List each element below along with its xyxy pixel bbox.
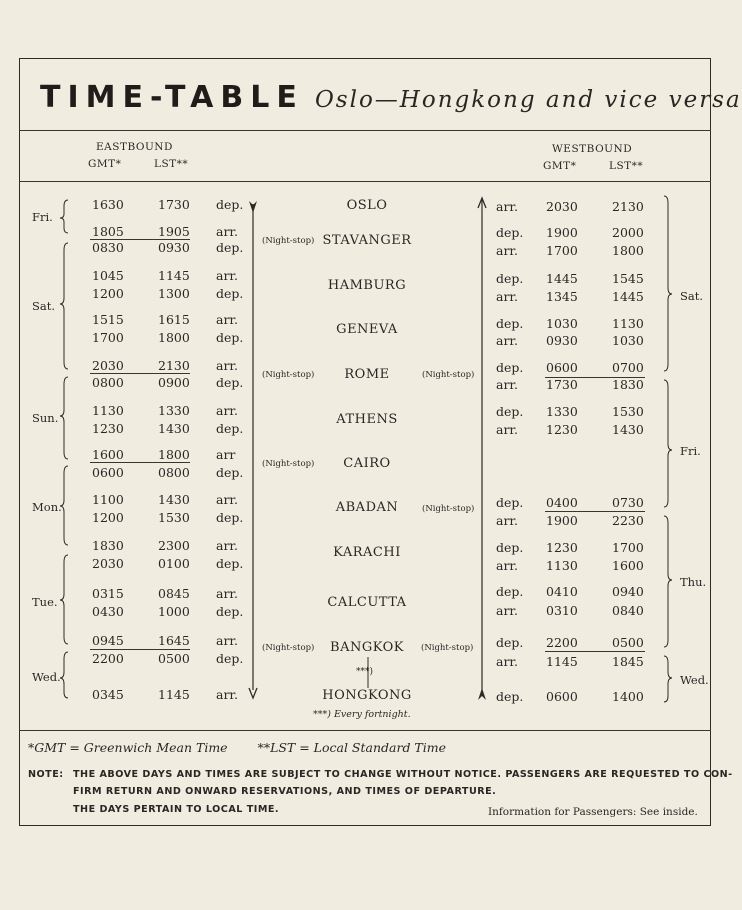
east-gmt-time: 1200 xyxy=(92,510,124,525)
west-arr-dep: arr. xyxy=(496,422,519,437)
city-name: KARACHI xyxy=(333,545,401,560)
east-gmt-time: 1515 xyxy=(92,312,124,327)
day-label-east: Sun. xyxy=(32,411,59,425)
east-lst-time: 1000 xyxy=(158,604,190,619)
west-arr-dep: arr. xyxy=(496,654,519,669)
westbound-arrow-tail-icon xyxy=(478,688,486,700)
west-lst-time: 1800 xyxy=(612,243,644,258)
east-lst-time: 0930 xyxy=(158,240,190,255)
city-name: GENEVA xyxy=(336,322,398,337)
east-gmt-time: 1700 xyxy=(92,330,124,345)
east-arr-dep: dep. xyxy=(216,197,244,212)
east-gmt-time: 0600 xyxy=(92,465,124,480)
east-arr-dep: arr. xyxy=(216,586,239,601)
east-arr-dep: arr. xyxy=(216,358,239,373)
day-brace-east xyxy=(60,652,68,698)
west-arr-dep: dep. xyxy=(496,584,524,599)
west-arr-dep: dep. xyxy=(496,689,524,704)
east-gmt-time: 0830 xyxy=(92,240,124,255)
east-arr-dep: arr. xyxy=(216,492,239,507)
note-line-1: THE ABOVE DAYS AND TIMES ARE SUBJECT TO CHANGE WITHOUT NOTICE. PASSENGERS ARE REQUESTED TO CON- xyxy=(73,769,733,780)
east-lst-time: 1615 xyxy=(158,312,190,327)
city-name: CALCUTTA xyxy=(327,595,407,610)
city-name: ATHENS xyxy=(336,412,398,427)
west-gmt-time: 1130 xyxy=(546,558,578,573)
west-gmt-time: 1145 xyxy=(546,654,578,669)
city-name: STAVANGER xyxy=(322,233,412,248)
night-stop-label: (Night-stop) xyxy=(262,459,315,469)
day-label-east: Tue. xyxy=(32,595,58,609)
west-arr-dep: dep. xyxy=(496,540,524,555)
west-gmt-time: 1700 xyxy=(546,243,578,258)
west-lst-time: 2230 xyxy=(612,513,644,528)
day-label-east: Sat. xyxy=(32,299,56,313)
every-fortnight-mark: ***) xyxy=(356,667,374,677)
east-lst-time: 1300 xyxy=(158,286,190,301)
east-arr-dep: dep. xyxy=(216,510,244,525)
west-gmt-time: 0600 xyxy=(546,689,578,704)
east-gmt-time: 0430 xyxy=(92,604,124,619)
west-arr-dep: dep. xyxy=(496,225,524,240)
west-lst-time: 1445 xyxy=(612,289,644,304)
city-name: HONGKONG xyxy=(322,688,412,703)
east-arr-dep: dep. xyxy=(216,286,244,301)
west-arr-dep: arr. xyxy=(496,377,519,392)
day-brace-east xyxy=(60,243,68,369)
east-lst-time: 1905 xyxy=(158,224,190,239)
day-brace-west xyxy=(664,656,672,702)
city-name: ROME xyxy=(344,367,390,382)
east-gmt-time: 2030 xyxy=(92,358,124,373)
east-arr-dep: arr. xyxy=(216,403,239,418)
west-gmt-time: 2030 xyxy=(546,199,578,214)
day-brace-west xyxy=(664,380,672,507)
day-brace-east xyxy=(60,200,68,233)
city-name: OSLO xyxy=(346,198,388,213)
west-lst-time: 0840 xyxy=(612,603,644,618)
east-gmt-time: 2030 xyxy=(92,556,124,571)
west-lst-time: 1545 xyxy=(612,271,644,286)
night-stop-label: (Night-stop) xyxy=(421,643,474,653)
west-arr-dep: arr. xyxy=(496,603,519,618)
east-arr-dep: dep. xyxy=(216,604,244,619)
east-lst-time: 1730 xyxy=(158,197,190,212)
eastbound-header: EASTBOUND xyxy=(96,141,173,153)
day-brace-west xyxy=(664,196,672,371)
city-name: CAIRO xyxy=(343,456,391,471)
west-gmt-time: 1345 xyxy=(546,289,578,304)
day-brace-west xyxy=(664,516,672,647)
day-label-west: Wed. xyxy=(680,673,709,687)
day-label-east: Mon. xyxy=(32,500,62,514)
east-gmt-time: 0800 xyxy=(92,375,124,390)
east-gmt-time: 2200 xyxy=(92,651,124,666)
east-gmt-header: GMT* xyxy=(88,158,122,170)
east-gmt-time: 0345 xyxy=(92,687,124,702)
east-lst-time: 0845 xyxy=(158,586,190,601)
west-gmt-time: 1730 xyxy=(546,377,578,392)
east-lst-time: 1430 xyxy=(158,492,190,507)
east-arr-dep: arr. xyxy=(216,268,239,283)
east-arr-dep: dep. xyxy=(216,375,244,390)
west-gmt-time: 2200 xyxy=(546,635,578,650)
east-gmt-time: 1100 xyxy=(92,492,124,507)
east-lst-time: 0900 xyxy=(158,375,190,390)
east-gmt-time: 1130 xyxy=(92,403,124,418)
west-gmt-time: 1230 xyxy=(546,540,578,555)
west-gmt-time: 0930 xyxy=(546,333,578,348)
passenger-info-note: Information for Passengers: See inside. xyxy=(488,806,698,818)
west-arr-dep: dep. xyxy=(496,404,524,419)
east-arr-dep: arr. xyxy=(216,633,239,648)
day-label-west: Sat. xyxy=(680,289,704,303)
day-label-west: Fri. xyxy=(680,444,701,458)
title-main: TIME-TABLE xyxy=(40,80,304,115)
east-gmt-time: 1045 xyxy=(92,268,124,283)
abbreviation-footnote xyxy=(28,740,446,755)
day-label-east: Wed. xyxy=(32,670,61,684)
west-gmt-time: 1900 xyxy=(546,225,578,240)
west-arr-dep: arr. xyxy=(496,513,519,528)
west-arr-dep: arr. xyxy=(496,558,519,573)
west-arr-dep: arr. xyxy=(496,289,519,304)
west-arr-dep: dep. xyxy=(496,360,524,375)
west-lst-time: 2130 xyxy=(612,199,644,214)
west-gmt-time: 0400 xyxy=(546,495,578,510)
west-gmt-time: 1445 xyxy=(546,271,578,286)
east-gmt-time: 1600 xyxy=(92,447,124,462)
west-lst-time: 0500 xyxy=(612,635,644,650)
east-arr-dep: dep. xyxy=(216,421,244,436)
west-lst-time: 0700 xyxy=(612,360,644,375)
east-arr-dep: arr. xyxy=(216,224,239,239)
east-lst-time: 0100 xyxy=(158,556,190,571)
west-lst-time: 1530 xyxy=(612,404,644,419)
title-subtitle: Oslo—Hongkong and vice versa xyxy=(314,87,742,113)
west-gmt-time: 0600 xyxy=(546,360,578,375)
west-gmt-time: 1230 xyxy=(546,422,578,437)
east-gmt-time: 1200 xyxy=(92,286,124,301)
west-arr-dep: arr. xyxy=(496,243,519,258)
east-arr-dep: dep. xyxy=(216,651,244,666)
lst-definition: **LST = Local Standard Time xyxy=(257,740,447,755)
west-lst-time: 1600 xyxy=(612,558,644,573)
east-arr-dep: dep. xyxy=(216,330,244,345)
east-gmt-time: 1230 xyxy=(92,421,124,436)
east-lst-header: LST** xyxy=(154,158,189,170)
night-stop-label: (Night-stop) xyxy=(422,370,475,380)
east-arr-dep: arr. xyxy=(216,312,239,327)
east-arr-dep: arr xyxy=(216,447,236,462)
day-brace-east xyxy=(60,555,68,644)
west-lst-time: 1845 xyxy=(612,654,644,669)
west-arr-dep: dep. xyxy=(496,495,524,510)
day-brace-east xyxy=(60,377,68,459)
east-gmt-time: 1630 xyxy=(92,197,124,212)
west-gmt-time: 1330 xyxy=(546,404,578,419)
night-stop-label: (Night-stop) xyxy=(422,504,475,514)
day-label-west: Thu. xyxy=(680,575,707,589)
eastbound-arrow-tail-icon xyxy=(249,201,257,213)
west-lst-time: 1030 xyxy=(612,333,644,348)
west-gmt-time: 1900 xyxy=(546,513,578,528)
west-lst-time: 1700 xyxy=(612,540,644,555)
east-arr-dep: dep. xyxy=(216,240,244,255)
east-arr-dep: dep. xyxy=(216,465,244,480)
westbound-header: WESTBOUND xyxy=(552,143,633,155)
west-arr-dep: dep. xyxy=(496,271,524,286)
east-lst-time: 1330 xyxy=(158,403,190,418)
east-lst-time: 1800 xyxy=(158,447,190,462)
west-gmt-time: 1030 xyxy=(546,316,578,331)
west-lst-time: 1830 xyxy=(612,377,644,392)
west-gmt-time: 0310 xyxy=(546,603,578,618)
east-gmt-time: 0945 xyxy=(92,633,124,648)
east-lst-time: 2300 xyxy=(158,538,190,553)
gmt-definition: *GMT = Greenwich Mean Time xyxy=(28,740,228,755)
east-lst-time: 1530 xyxy=(158,510,190,525)
east-lst-time: 0800 xyxy=(158,465,190,480)
day-label-east: Fri. xyxy=(32,210,53,224)
west-arr-dep: arr. xyxy=(496,199,519,214)
night-stop-label: (Night-stop) xyxy=(262,643,315,653)
west-lst-time: 1430 xyxy=(612,422,644,437)
note-label: NOTE: xyxy=(28,769,64,780)
city-name: BANGKOK xyxy=(330,640,404,655)
east-gmt-time: 0315 xyxy=(92,586,124,601)
west-arr-dep: dep. xyxy=(496,316,524,331)
east-lst-time: 1800 xyxy=(158,330,190,345)
west-lst-time: 1400 xyxy=(612,689,644,704)
east-gmt-time: 1830 xyxy=(92,538,124,553)
west-arr-dep: dep. xyxy=(496,635,524,650)
west-lst-time: 2000 xyxy=(612,225,644,240)
east-arr-dep: dep. xyxy=(216,556,244,571)
west-lst-header: LST** xyxy=(609,160,644,172)
day-brace-east xyxy=(60,466,68,545)
city-name: HAMBURG xyxy=(327,278,407,293)
west-gmt-header: GMT* xyxy=(543,160,577,172)
east-gmt-time: 1805 xyxy=(92,224,124,239)
east-lst-time: 1645 xyxy=(158,633,190,648)
every-fortnight-note: ***) Every fortnight. xyxy=(313,709,411,720)
east-lst-time: 1145 xyxy=(158,268,190,283)
note-line-3: THE DAYS PERTAIN TO LOCAL TIME. xyxy=(73,804,280,815)
city-name: ABADAN xyxy=(335,500,399,515)
east-lst-time: 2130 xyxy=(158,358,190,373)
west-lst-time: 1130 xyxy=(612,316,644,331)
night-stop-label: (Night-stop) xyxy=(262,370,315,380)
night-stop-label: (Night-stop) xyxy=(262,236,315,246)
east-lst-time: 1430 xyxy=(158,421,190,436)
west-lst-time: 0730 xyxy=(612,495,644,510)
west-arr-dep: arr. xyxy=(496,333,519,348)
west-gmt-time: 0410 xyxy=(546,584,578,599)
east-arr-dep: arr. xyxy=(216,687,239,702)
west-lst-time: 0940 xyxy=(612,584,644,599)
note-line-2: FIRM RETURN AND ONWARD RESERVATIONS, AND TIMES OF DEPARTURE. xyxy=(73,786,497,797)
east-lst-time: 1145 xyxy=(158,687,190,702)
east-arr-dep: arr. xyxy=(216,538,239,553)
east-lst-time: 0500 xyxy=(158,651,190,666)
